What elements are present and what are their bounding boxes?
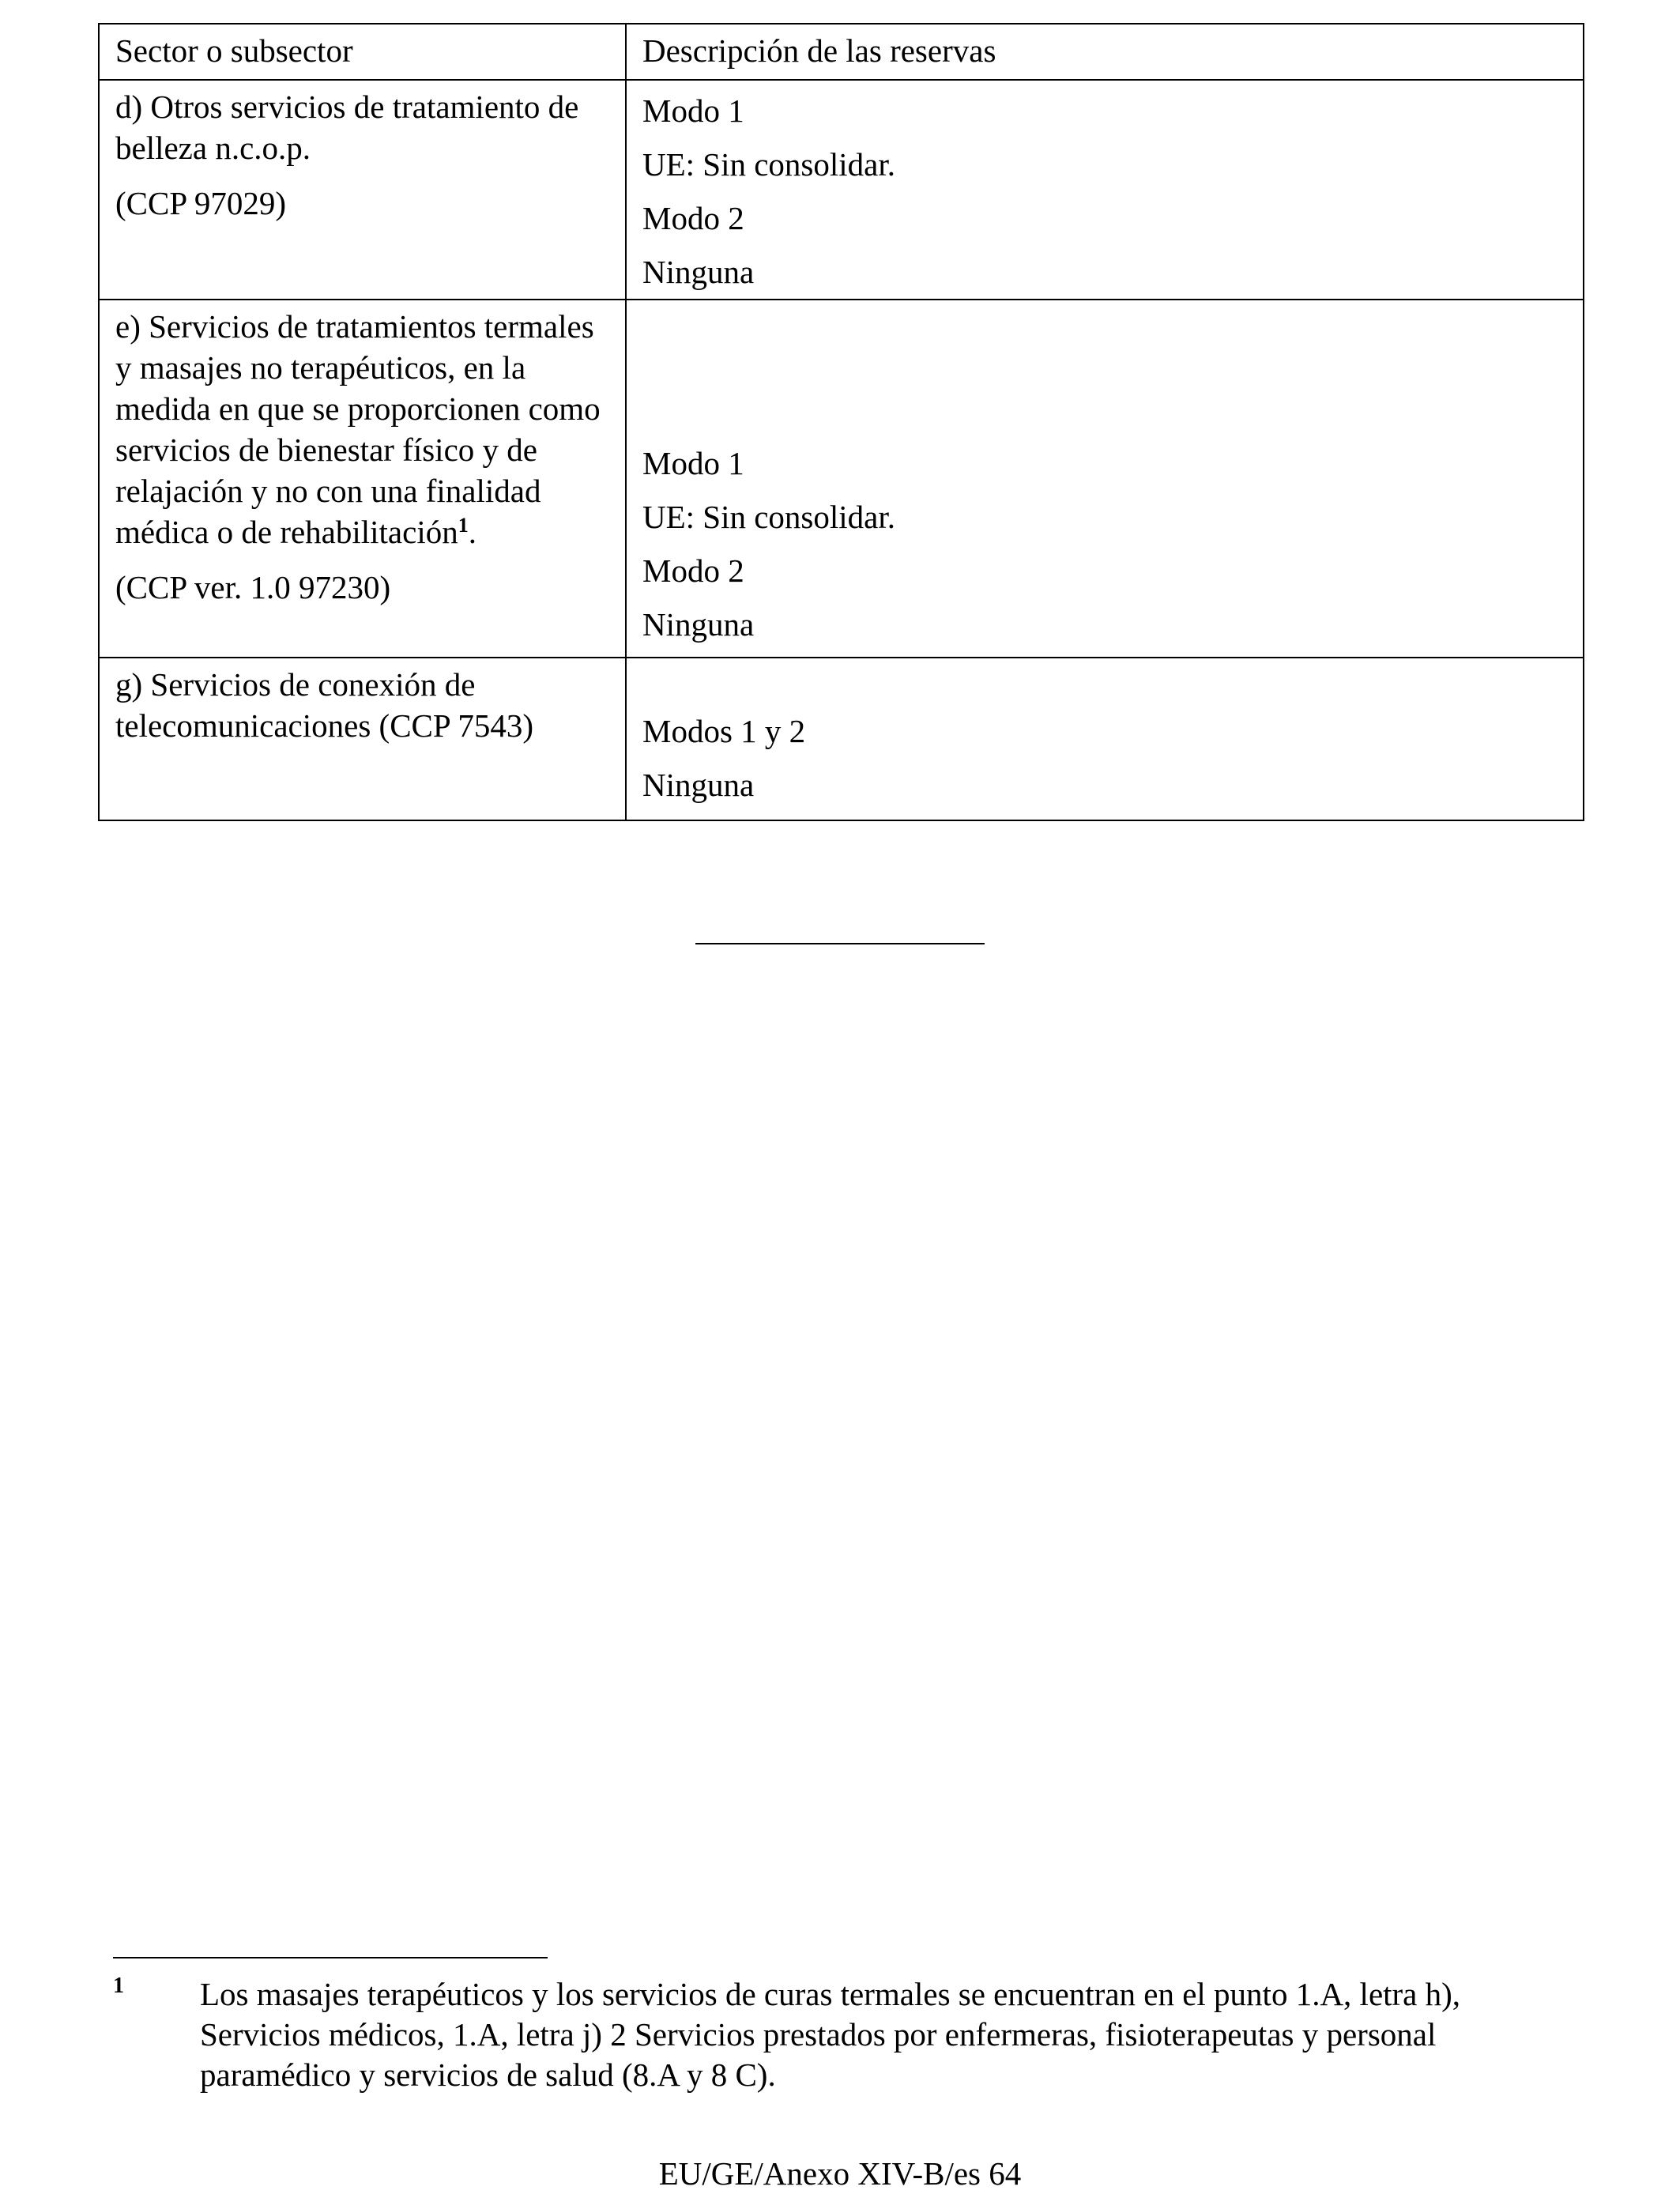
page-footer: EU/GE/Anexo XIV-B/es 64 <box>658 2155 1022 2192</box>
table-row <box>99 300 1584 658</box>
footnote-text: Los masajes terapéuticos y los servicios de curas termales se encuentran en el punto 1.A, letra h), Servicios médicos, 1.A, letra j) 2 Servicios prestados por enfermeras, fisioterapeutas y personal paramédico y servicios de salud (8.A y 8 C). <box>200 1976 1461 2093</box>
description-line: UE: Sin consolidar. <box>642 499 896 535</box>
description-line: Modo 1 <box>642 92 744 129</box>
footnote-rule <box>113 1957 548 1958</box>
description-line: Modo 2 <box>642 552 744 589</box>
footnote <box>113 1974 1583 2095</box>
header-sector: Sector o subsector <box>99 24 626 80</box>
sector-text-main: e) Servicios de tratamientos termales y masajes no terapéuticos, en la medida en que se proporcionen como servicios de bienestar físico y de relajación y no con una finalidad médica o de rehabilitación <box>115 308 601 550</box>
description-line: Modo 2 <box>642 200 744 236</box>
sector-cell <box>99 658 626 820</box>
description-cell <box>626 658 1584 820</box>
description-line: UE: Sin consolidar. <box>642 146 896 183</box>
description-cell <box>626 80 1584 300</box>
description-line: Ninguna <box>642 254 755 290</box>
description-cell <box>626 300 1584 658</box>
table-row <box>99 80 1584 300</box>
table-row <box>99 658 1584 820</box>
description-line: Ninguna <box>642 767 755 803</box>
section-separator <box>695 943 985 944</box>
description-line: Ninguna <box>642 606 755 643</box>
sector-text: g) Servicios de conexión de telecomunicaciones (CCP 7543) <box>115 666 534 744</box>
sector-text <box>115 306 609 552</box>
sector-text-end: . <box>468 514 477 550</box>
reservations-table <box>98 23 1584 821</box>
sector-text: d) Otros servicios de tratamiento de belleza n.c.o.p. <box>115 89 579 166</box>
header-description: Descripción de las reservas <box>626 24 1584 80</box>
sector-cell <box>99 300 626 658</box>
sector-code: (CCP 97029) <box>115 185 287 221</box>
description-line: Modo 1 <box>642 445 744 481</box>
sector-code: (CCP ver. 1.0 97230) <box>115 569 391 605</box>
footnote-reference[interactable]: 1 <box>458 514 469 537</box>
table-header-row <box>99 24 1584 80</box>
footnote-number: 1 <box>113 1973 124 1998</box>
sector-cell <box>99 80 626 300</box>
description-line: Modos 1 y 2 <box>642 713 806 749</box>
